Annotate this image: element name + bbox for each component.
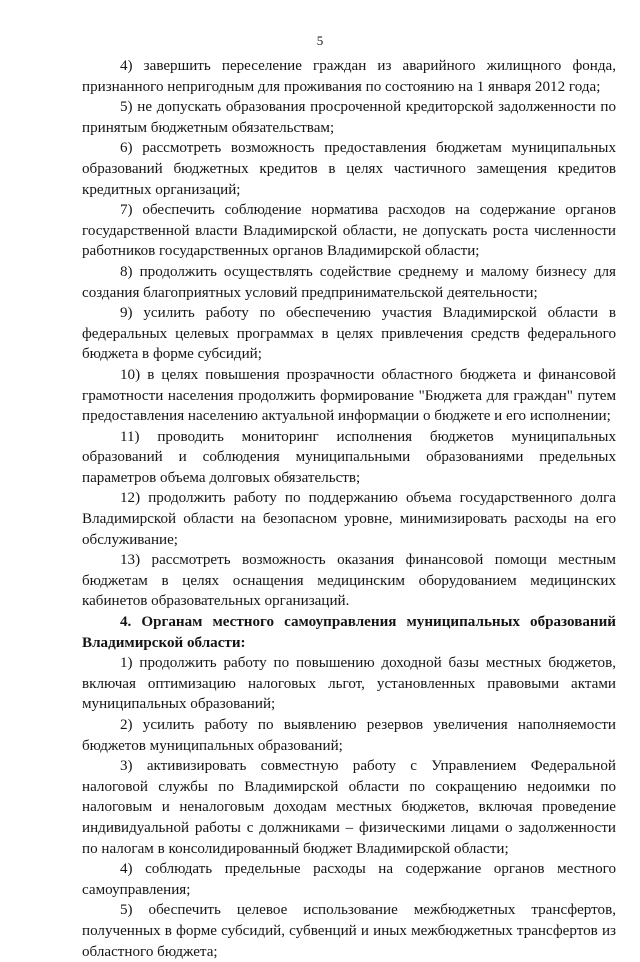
subitem-4: 4) соблюдать предельные расходы на содержание органов местного самоуправления;	[82, 861, 616, 898]
section-heading: 4. Органам местного самоуправления муниципальных образований Владимирской области:	[82, 614, 616, 651]
paragraph-item-4: 4) завершить переселение граждан из аварийного жилищного фонда, признанного непригодным для проживания по состоянию на 1 января 2012 года;	[82, 58, 616, 95]
paragraph-item-5: 5) не допускать образования просроченной кредиторской задолженности по принятым бюджетным обязательствам;	[82, 99, 616, 136]
paragraph-item-6: 6) рассмотреть возможность предоставления бюджетам муниципальных образований бюджетных кредитов в целях частичного замещения кредитов кредитных организаций;	[82, 140, 616, 198]
subitem-2: 2) усилить работу по выявлению резервов увеличения наполняемости бюджетов муниципальных образований;	[82, 717, 616, 754]
paragraph-item-8: 8) продолжить осуществлять содействие среднему и малому бизнесу для создания благоприятных условий предпринимательской деятельности;	[82, 263, 616, 301]
paragraph-item-9: 9) усилить работу по обеспечению участия Владимирской области в федеральных целевых программах в целях привлечения средств федерального бюджета в форме субсидий;	[82, 305, 616, 363]
paragraph-item-11: 11) проводить мониторинг исполнения бюджетов муниципальных образований и соблюдения муниципальными образованиями предельных параметров объема долговых обязательств;	[82, 428, 616, 486]
subitem-3: 3) активизировать совместную работу с Управлением Федеральной налоговой службы по Владимирской области по сокращению недоимки по налоговым и неналоговым доходам местных бюджетов, включая проведение индивидуальной работы с должниками – физическими лицами о задолженности по налогам в консолидированный бюджет Владимирской области;	[82, 758, 616, 857]
paragraph-item-13: 13) рассмотреть возможность оказания финансовой помощи местным бюджетам в целях оснащения медицинским оборудованием медицинских кабинетов образовательных организаций.	[82, 552, 616, 610]
paragraph-item-10: 10) в целях повышения прозрачности областного бюджета и финансовой грамотности населения продолжить формирование "Бюджета для граждан" путем предоставления населению актуальной информации о бюджете и его исполнении;	[82, 366, 616, 425]
subitem-1: 1) продолжить работу по повышению доходной базы местных бюджетов, включая оптимизацию налоговых льгот, установленных правовыми актами муниципальных образований;	[82, 655, 616, 713]
paragraph-item-7: 7) обеспечить соблюдение норматива расходов на содержание органов государственной власти Владимирской области, не допускать роста численности работников государственных органов Владимирской области;	[82, 202, 616, 260]
document-body	[82, 56, 616, 962]
page-number: 5	[316, 33, 324, 48]
paragraph-item-12: 12) продолжить работу по поддержанию объема государственного долга Владимирской области на безопасном уровне, минимизировать расходы на его обслуживание;	[82, 490, 616, 548]
subitem-5: 5) обеспечить целевое использование межбюджетных трансфертов, полученных в форме субсидий, субвенций и иных межбюджетных трансфертов из областного бюджета;	[82, 902, 616, 960]
